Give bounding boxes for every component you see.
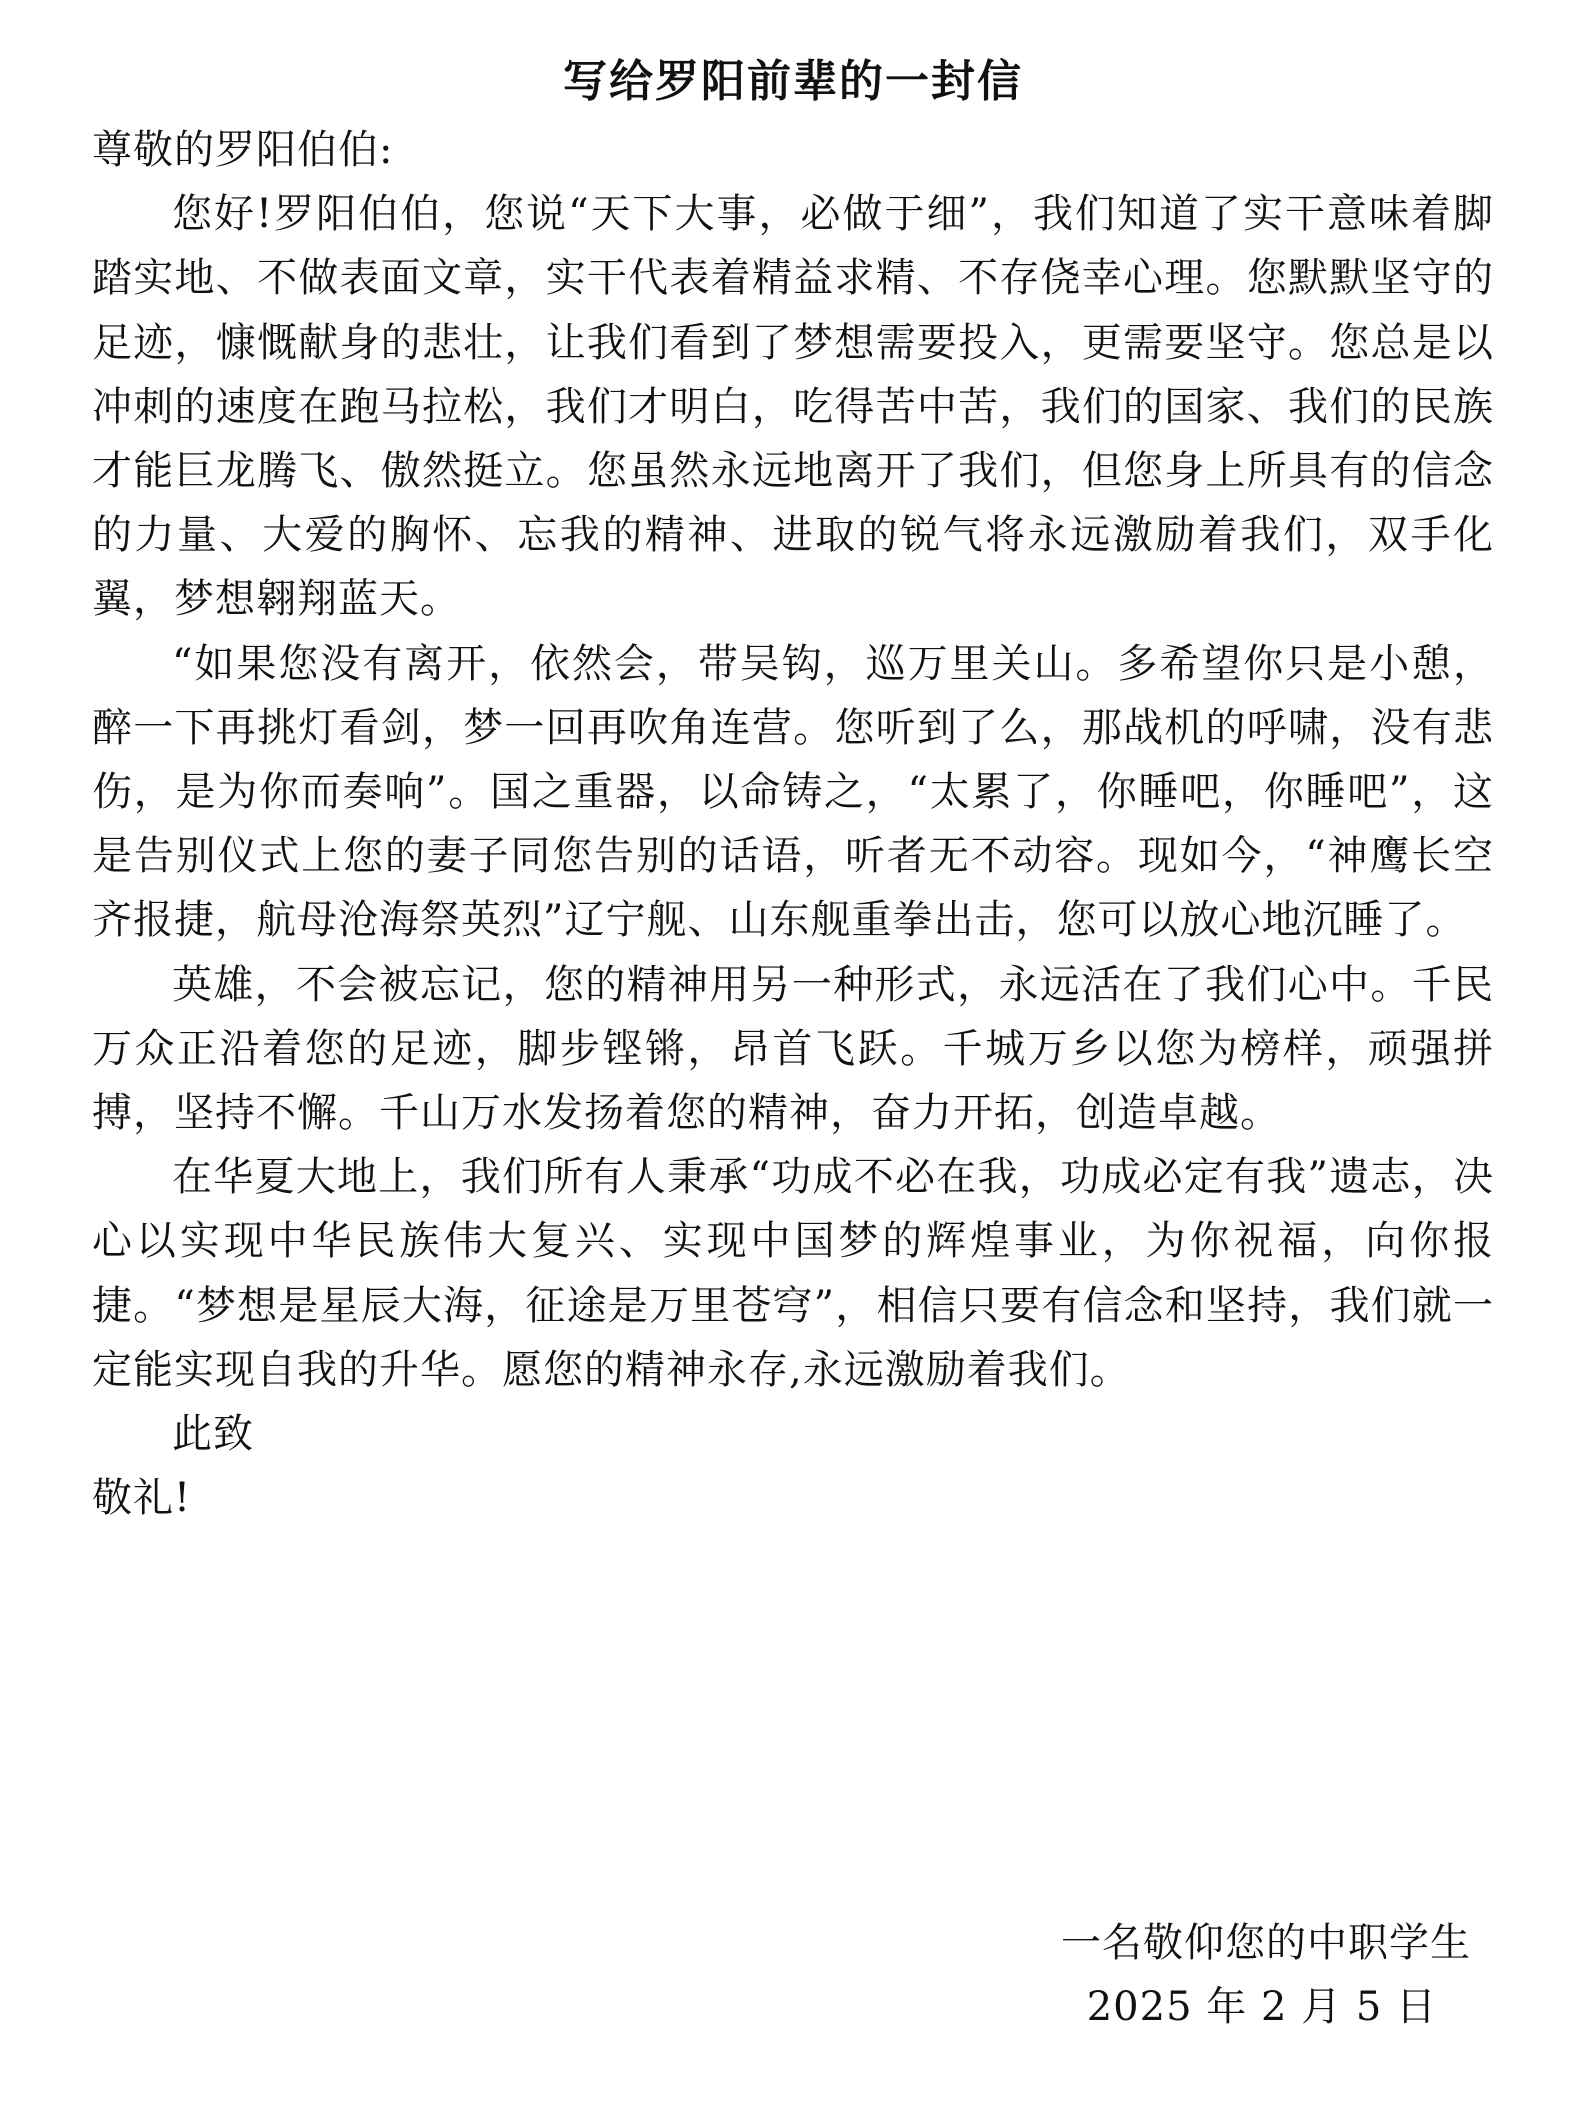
letter-body [92, 118, 1494, 1530]
letter-title: 写给罗阳前辈的一封信 [563, 56, 1023, 107]
signature-name: 一名敬仰您的中职学生 [1061, 1920, 1471, 1966]
signature-date: 2025 年 2 月 5 日 [1086, 1984, 1437, 2030]
paragraph-1: 您好!罗阳伯伯，您说“天下大事，必做于细”，我们知道了实干意味着脚踏实地、不做表面文章，实干代表着精益求精、不存侥幸心理。您默默坚守的足迹，慷慨献身的悲壮，让我们看到了梦想需要投入，更需要坚守。您总是以冲刺的速度在跑马拉松，我们才明白，吃得苦中苦，我们的国家、我们的民族才能巨龙腾飞、傲然挺立。您虽然永远地离开了我们，但您身上所具有的信念的力量、大爱的胸怀、忘我的精神、进取的锐气将永远激励着我们，双手化翼，梦想翱翔蓝天。 [92, 191, 1494, 623]
paragraph-3: 英雄，不会被忘记，您的精神用另一种形式，永远活在了我们心中。千民万众正沿着您的足迹，脚步铿锵，昂首飞跃。千城万乡以您为榜样，顽强拼搏，坚持不懈。千山万水发扬着您的精神，奋力开拓，创造卓越。 [92, 961, 1494, 1137]
signature-block [1061, 1911, 1471, 2039]
paragraph-2: “如果您没有离开，依然会，带吴钩，巡万里关山。多希望你只是小憩，醉一下再挑灯看剑，梦一回再吹角连营。您听到了么，那战机的呼啸，没有悲伤，是为你而奏响”。国之重器，以命铸之，“太累了，你睡吧，你睡吧”，这是告别仪式上您的妻子同您告别的话语，听者无不动容。现如今，“神鹰长空齐报捷，航母沧海祭英烈”辽宁舰、山东舰重拳出击，您可以放心地沉睡了。 [92, 640, 1494, 944]
salutation: 尊敬的罗阳伯伯: [92, 127, 394, 173]
closing-jingli: 敬礼! [92, 1475, 192, 1522]
paragraph-4: 在华夏大地上，我们所有人秉承“功成不必在我，功成必定有我”遗志，决心以实现中华民族伟大复兴、实现中国梦的辉煌事业，为你祝福，向你报捷。“梦想是星辰大海，征途是万里苍穹”，相信只要有信念和坚持，我们就一定能实现自我的升华。愿您的精神永存,永远激励着我们。 [92, 1154, 1494, 1393]
closing-zhici: 此致 [172, 1411, 254, 1458]
